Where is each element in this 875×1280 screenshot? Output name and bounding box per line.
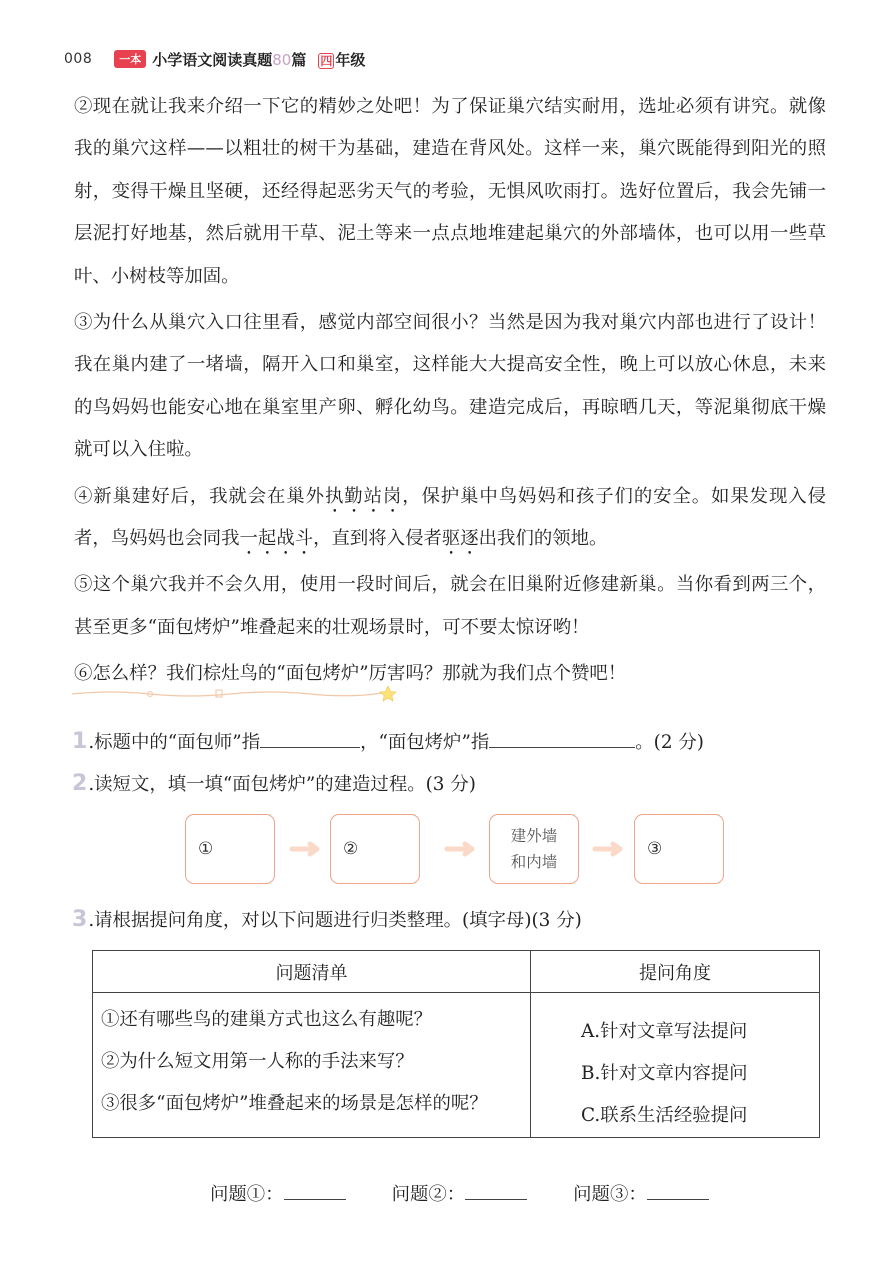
p4-emphasis-1: 执勤站岗 (324, 485, 403, 507)
list-item: ②为什么短文用第一人称的手法来写？ (101, 1051, 414, 1072)
angle-option-c: C.联系生活经验提问 (581, 1105, 748, 1126)
question-2 (72, 770, 476, 796)
book-title (152, 49, 306, 70)
reading-passage (74, 86, 826, 700)
p4-text-d: 出我们的领地。 (478, 528, 608, 550)
grade-first-char: 四 (320, 53, 333, 68)
question-1-text-a: .标题中的“面包师”指 (88, 732, 261, 753)
question-2-text: .读短文，填一填“面包烤炉”的建造过程。(3 分) (88, 774, 476, 795)
book-suffix: 篇 (291, 50, 307, 69)
answer-1-label: 问题①： (210, 1184, 284, 1205)
classification-table (92, 950, 820, 1138)
angle-list-cell (531, 993, 820, 1138)
list-item: ①还有哪些鸟的建巢方式也这么有趣呢？ (101, 1009, 433, 1030)
flow-box-3-line-2: 和内墙 (510, 853, 558, 871)
paragraph-4 (74, 476, 826, 561)
arrow-right-icon (444, 840, 478, 858)
grade-rest: 年级 (335, 50, 366, 69)
paragraph-5: ⑤这个巢穴我并不会久用，使用一段时间后，就会在旧巢附近修建新巢。当你看到两三个，甚至更多“面包烤炉”堆叠起来的壮观场景时，可不要太惊讶哟！ (74, 574, 826, 638)
question-1-blank-1[interactable] (260, 728, 360, 748)
table-header-angles: 提问角度 (531, 951, 820, 993)
answer-2-blank[interactable] (465, 1180, 527, 1200)
paragraph-2: ②现在就让我来介绍一下它的精妙之处吧！为了保证巢穴结实耐用，选址必须有讲究。就像我的巢穴这样——以粗壮的树干为基础，建造在背风处。这样一来，巢穴既能得到阳光的照射，变得干燥且坚硬，还经得起恶劣天气的考验，无惧风吹雨打。选好位置后，我会先铺一层泥打好地基，然后就用干草、泥土等来一点点地堆建起巢穴的外部墙体，也可以用一些草叶、小树枝等加固。 (74, 96, 826, 287)
brand-badge: 一本 (114, 50, 146, 68)
arrow-right-icon (592, 840, 626, 858)
p4-emphasis-2: 一起战斗 (239, 528, 314, 550)
answer-3-label: 问题③： (573, 1184, 647, 1205)
p4-text-c: ，直到将入侵者 (313, 528, 442, 550)
paragraph-6: ⑥怎么样？我们棕灶鸟的“面包烤炉”厉害吗？那就为我们点个赞吧！ (74, 663, 627, 685)
question-1-number: 1 (72, 729, 88, 754)
question-3-text: .请根据提问角度，对以下问题进行归类整理。(填字母)(3 分) (88, 910, 582, 931)
book-count: 80 (272, 50, 292, 69)
answer-2-label: 问题②： (391, 1184, 466, 1205)
answer-2 (392, 1180, 528, 1206)
p4-text-a: ④新巢建好后，我就会在巢外 (74, 485, 325, 507)
arrow-right-icon (289, 840, 323, 858)
paragraph-3: ③为什么从巢穴入口往里看，感觉内部空间很小？当然是因为我对巢穴内部也进行了设计！我在巢内建了一堵墙，隔开入口和巢室，这样能大大提高安全性，晚上可以放心休息，未来的鸟妈妈也能安心地在巢室里产卵、孵化幼鸟。建造完成后，再晾晒几天，等泥巢彻底干燥就可以入住啦。 (74, 312, 826, 461)
star-icon (380, 686, 396, 701)
p4-emphasis-3: 驱逐 (441, 528, 479, 550)
question-2-number: 2 (72, 771, 88, 796)
flow-box-2[interactable]: ② (330, 814, 420, 884)
decorative-divider (70, 684, 400, 704)
answer-3 (573, 1180, 709, 1206)
flow-box-build-walls (489, 814, 579, 884)
page-number: 008 (64, 51, 93, 67)
question-1-text-c: 。(2 分) (635, 732, 704, 753)
answer-1 (210, 1180, 346, 1206)
flow-box-3[interactable]: ③ (634, 814, 724, 884)
question-3 (72, 906, 582, 932)
grade-label (318, 49, 365, 70)
question-1 (72, 728, 704, 754)
question-list-cell (93, 993, 531, 1138)
page-header (64, 46, 365, 72)
table-header-questions: 问题清单 (93, 951, 531, 993)
angle-option-b: B.针对文章内容提问 (581, 1063, 748, 1084)
question-1-blank-2[interactable] (489, 728, 635, 748)
question-1-text-b: ，“面包烤炉”指 (360, 732, 490, 753)
flow-box-3-line-1: 建外墙 (510, 827, 558, 845)
angle-option-a: A.针对文章写法提问 (581, 1021, 748, 1042)
answer-3-blank[interactable] (647, 1180, 709, 1200)
question-3-number: 3 (72, 907, 88, 932)
answer-row (210, 1180, 755, 1206)
p4-text-b: ，保护巢中鸟妈妈和孩子们的安全。如果发现入侵者，鸟妈妈也会同我 (74, 485, 826, 550)
list-item: ③很多“面包烤炉”堆叠起来的场景是怎样的呢？ (101, 1093, 488, 1114)
answer-1-blank[interactable] (284, 1180, 346, 1200)
flow-box-1[interactable]: ① (185, 814, 275, 884)
book-title-text: 小学语文阅读真题 (152, 50, 273, 69)
